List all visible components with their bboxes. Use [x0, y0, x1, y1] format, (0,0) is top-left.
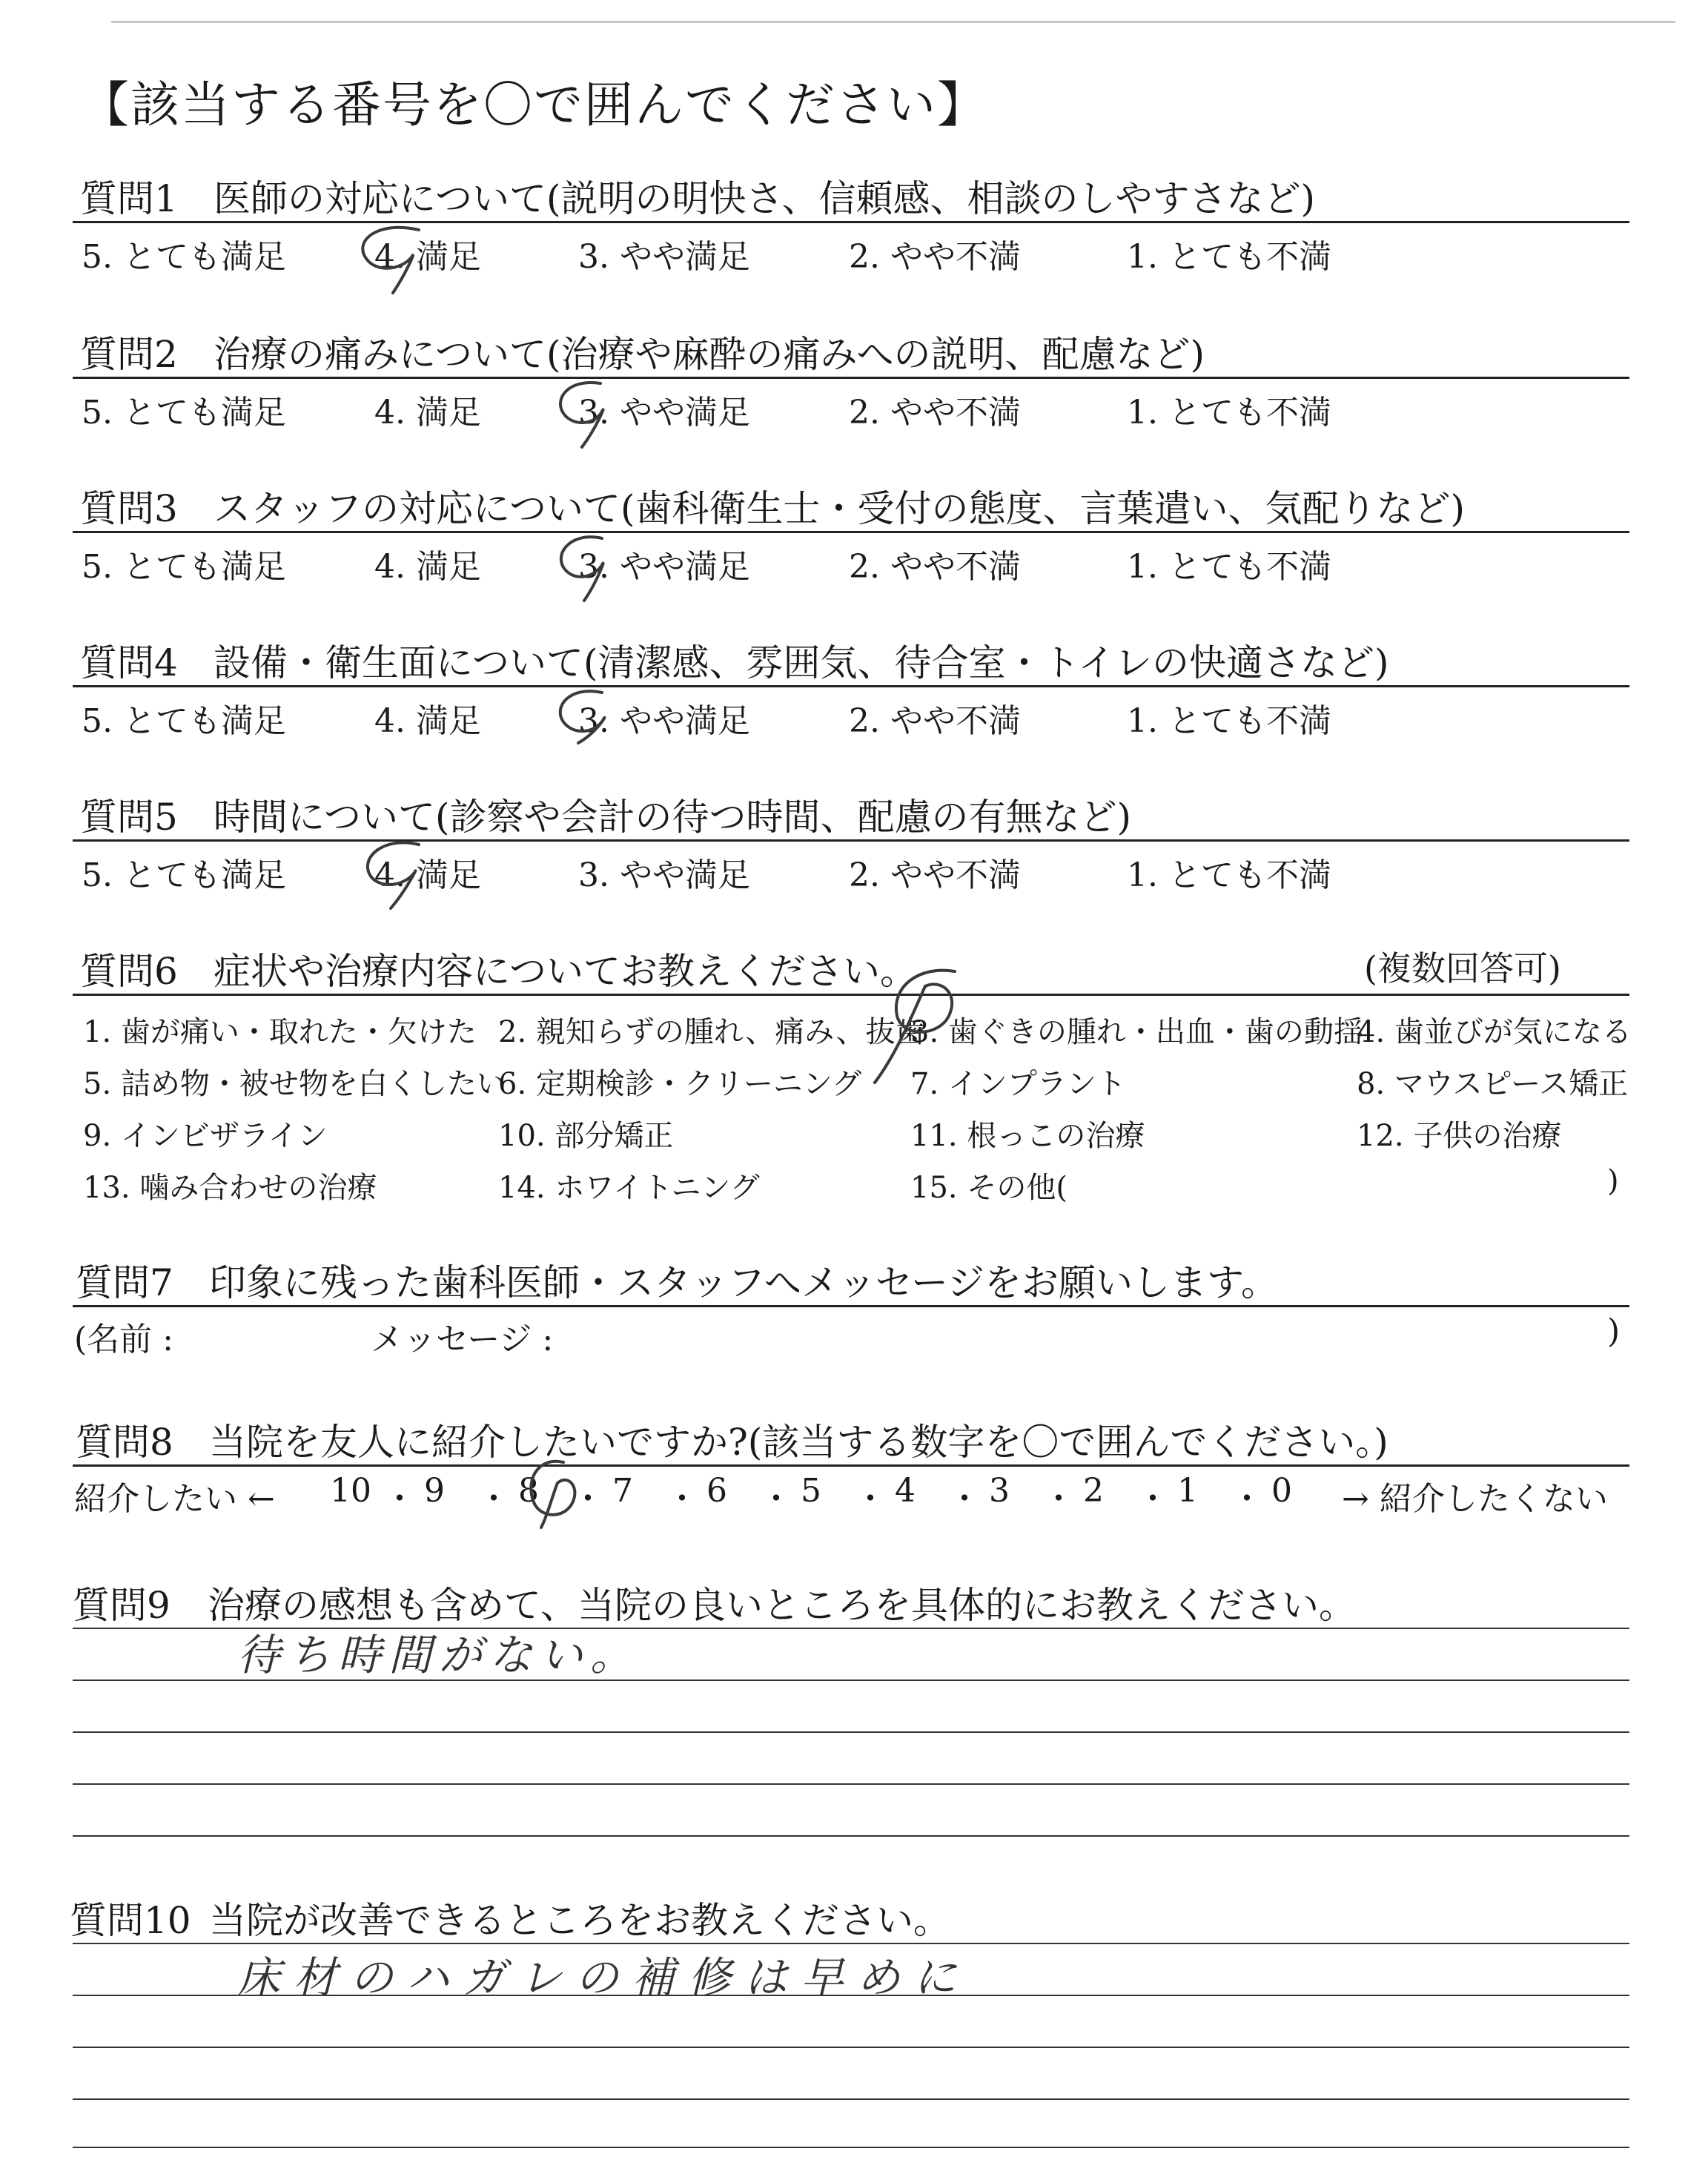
- q7-name-label: (名前 :: [74, 1321, 173, 1358]
- q4-option-5[interactable]: 5. とても満足: [82, 702, 286, 740]
- question-2-text: 治療の痛みについて(治療や麻酔の痛みへの説明、配慮など): [214, 333, 1205, 376]
- q1-option-4[interactable]: 4. 満足: [374, 238, 481, 276]
- q1-circle-mark: [348, 219, 445, 300]
- q8-scale-5[interactable]: 5: [801, 1472, 821, 1510]
- q3-option-2[interactable]: 2. やや不満: [849, 548, 1021, 586]
- question-8-text: 当院を友人に紹介したいですか?(該当する数字を〇で囲んでください。): [209, 1421, 1388, 1464]
- q5-circle-mark: [352, 834, 441, 916]
- q8-scale-6[interactable]: 6: [706, 1472, 727, 1510]
- q8-scale-separator: ・: [854, 1480, 887, 1518]
- question-1-label: 質問1: [80, 177, 178, 220]
- q5-option-3[interactable]: 3. やや満足: [578, 856, 750, 894]
- q7-close-paren: ): [1607, 1312, 1621, 1350]
- question-6-note: (複数回答可): [1364, 948, 1561, 988]
- q6-item-7[interactable]: 7. インプラント: [910, 1067, 1126, 1101]
- question-4-label: 質問4: [80, 641, 178, 684]
- form-title: 【該当する番号を〇で囲んでください】: [80, 76, 987, 133]
- question-9-text: 治療の感想も含めて、当院の良いところを具体的にお教えください。: [208, 1584, 1356, 1627]
- q2-option-1[interactable]: 1. とても不満: [1127, 394, 1331, 432]
- scan-top-edge: [111, 21, 1675, 23]
- q1-option-3[interactable]: 3. やや満足: [578, 238, 750, 276]
- q3-option-3[interactable]: 3. やや満足: [578, 548, 750, 586]
- q6-circle-mark: [867, 964, 979, 1105]
- q1-option-1[interactable]: 1. とても不満: [1127, 238, 1331, 276]
- q2-option-5[interactable]: 5. とても満足: [82, 394, 286, 432]
- q8-scale-separator: ・: [477, 1480, 510, 1518]
- q3-option-4[interactable]: 4. 満足: [374, 548, 481, 586]
- q4-option-2[interactable]: 2. やや不満: [849, 702, 1021, 740]
- q6-item-1[interactable]: 1. 歯が痛い・取れた・欠けた: [83, 1015, 477, 1049]
- q4-option-3[interactable]: 3. やや満足: [578, 702, 750, 740]
- q6-item-13[interactable]: 13. 噛み合わせの治療: [83, 1171, 377, 1205]
- q6-item-6[interactable]: 6. 定期検診・クリーニング: [498, 1067, 862, 1101]
- q4-option-1[interactable]: 1. とても不満: [1127, 702, 1331, 740]
- q8-left-label: 紹介したい ←: [74, 1480, 275, 1518]
- question-5-text: 時間について(診察や会計の待つ時間、配慮の有無など): [214, 796, 1132, 839]
- q8-scale-2[interactable]: 2: [1083, 1472, 1104, 1510]
- q8-scale-separator: ・: [948, 1480, 981, 1518]
- q6-item-8[interactable]: 8. マウスピース矯正: [1357, 1067, 1629, 1101]
- q6-item-15[interactable]: 15. その他(: [910, 1171, 1068, 1205]
- q7-message-label: メッセージ :: [371, 1321, 554, 1358]
- q6-item-2[interactable]: 2. 親知らずの腫れ、痛み、抜歯: [498, 1015, 925, 1049]
- q6-item-10[interactable]: 10. 部分矯正: [498, 1119, 674, 1153]
- question-10-label: 質問10: [70, 1899, 191, 1942]
- question-2-label: 質問2: [80, 333, 178, 376]
- question-5-label: 質問5: [80, 796, 178, 839]
- q10-answer-line-5: [73, 2147, 1629, 2148]
- question-5-rule: [73, 839, 1629, 842]
- question-3-rule: [73, 531, 1629, 533]
- q1-option-5[interactable]: 5. とても満足: [82, 238, 286, 276]
- q10-answer-line-3: [73, 2047, 1629, 2048]
- q10-answer-line-4: [73, 2098, 1629, 2100]
- q9-answer-line-5: [73, 1835, 1629, 1837]
- q8-scale-10[interactable]: 10: [330, 1472, 371, 1510]
- q5-option-2[interactable]: 2. やや不満: [849, 856, 1021, 894]
- q9-answer-line-2: [73, 1680, 1629, 1681]
- q3-circle-mark: [549, 528, 630, 610]
- q8-scale-separator: ・: [383, 1480, 416, 1518]
- q8-scale-separator: ・: [1231, 1480, 1263, 1518]
- q6-item-14[interactable]: 14. ホワイトニング: [498, 1171, 760, 1205]
- q3-option-1[interactable]: 1. とても不満: [1127, 548, 1331, 586]
- q6-item-5[interactable]: 5. 詰め物・被せ物を白くしたい: [83, 1067, 506, 1101]
- q8-scale-8[interactable]: 8: [518, 1472, 539, 1510]
- q6-item-4[interactable]: 4. 歯並びが気になる: [1357, 1015, 1632, 1049]
- q8-scale-separator: ・: [1136, 1480, 1169, 1518]
- question-6-rule: [73, 994, 1629, 996]
- q6-item-15-close: ): [1607, 1164, 1619, 1198]
- q8-scale-separator: ・: [1042, 1480, 1075, 1518]
- q5-option-4[interactable]: 4. 満足: [374, 856, 481, 894]
- q8-scale-3[interactable]: 3: [989, 1472, 1010, 1510]
- q8-scale-separator: ・: [666, 1480, 698, 1518]
- q8-scale-9[interactable]: 9: [424, 1472, 445, 1510]
- question-7-label: 質問7: [76, 1261, 173, 1304]
- q8-scale-1[interactable]: 1: [1177, 1472, 1198, 1510]
- q2-option-4[interactable]: 4. 満足: [374, 394, 481, 432]
- q1-option-2[interactable]: 2. やや不満: [849, 238, 1021, 276]
- q9-handwritten-answer[interactable]: 待ち時間がない。: [237, 1630, 641, 1680]
- question-1-rule: [73, 221, 1629, 223]
- q8-circle-mark: [519, 1453, 593, 1535]
- q6-item-3[interactable]: 3. 歯ぐきの腫れ・出血・歯の動揺: [910, 1015, 1363, 1049]
- question-4-text: 設備・衛生面について(清潔感、雰囲気、待合室・トイレの快適さなど): [214, 641, 1389, 684]
- question-3-text: スタッフの対応について(歯科衛生士・受付の態度、言葉遣い、気配りなど): [214, 487, 1466, 530]
- q9-answer-line-4: [73, 1783, 1629, 1785]
- question-9-label: 質問9: [73, 1584, 171, 1627]
- question-6-text: 症状や治療内容についてお教えください。: [214, 950, 917, 993]
- question-2-rule: [73, 377, 1629, 379]
- q6-item-12[interactable]: 12. 子供の治療: [1357, 1119, 1562, 1153]
- q5-option-5[interactable]: 5. とても満足: [82, 856, 286, 894]
- question-10-text: 当院が改善できるところをお教えください。: [209, 1899, 950, 1942]
- question-7-text: 印象に残った歯科医師・スタッフへメッセージをお願いします。: [209, 1261, 1278, 1304]
- question-8-rule: [73, 1464, 1629, 1467]
- q6-item-9[interactable]: 9. インビザライン: [83, 1119, 328, 1153]
- q8-scale-4[interactable]: 4: [895, 1472, 916, 1510]
- q2-option-2[interactable]: 2. やや不満: [849, 394, 1021, 432]
- q3-option-5[interactable]: 5. とても満足: [82, 548, 286, 586]
- q8-scale-separator: ・: [572, 1480, 604, 1518]
- q10-handwritten-answer[interactable]: 床材のハガレの補修は早めに: [237, 1952, 970, 2003]
- q4-circle-mark: [549, 682, 630, 764]
- question-6-label: 質問6: [80, 950, 178, 993]
- q2-circle-mark: [549, 374, 630, 456]
- q4-option-4[interactable]: 4. 満足: [374, 702, 481, 740]
- question-4-rule: [73, 685, 1629, 687]
- q10-answer-line-2: [73, 1995, 1629, 1996]
- q8-scale-7[interactable]: 7: [612, 1472, 633, 1510]
- q8-scale-separator: ・: [760, 1480, 792, 1518]
- q8-right-label: → 紹介したくない: [1342, 1480, 1608, 1518]
- q5-option-1[interactable]: 1. とても不満: [1127, 856, 1331, 894]
- question-3-label: 質問3: [80, 487, 178, 530]
- question-7-rule: [73, 1305, 1629, 1307]
- q2-option-3[interactable]: 3. やや満足: [578, 394, 750, 432]
- question-8-label: 質問8: [76, 1421, 173, 1464]
- question-1-text: 医師の対応について(説明の明快さ、信頼感、相談のしやすさなど): [214, 177, 1316, 220]
- q6-item-11[interactable]: 11. 根っこの治療: [910, 1119, 1145, 1153]
- q8-scale-0[interactable]: 0: [1271, 1472, 1292, 1510]
- q9-answer-line-3: [73, 1731, 1629, 1733]
